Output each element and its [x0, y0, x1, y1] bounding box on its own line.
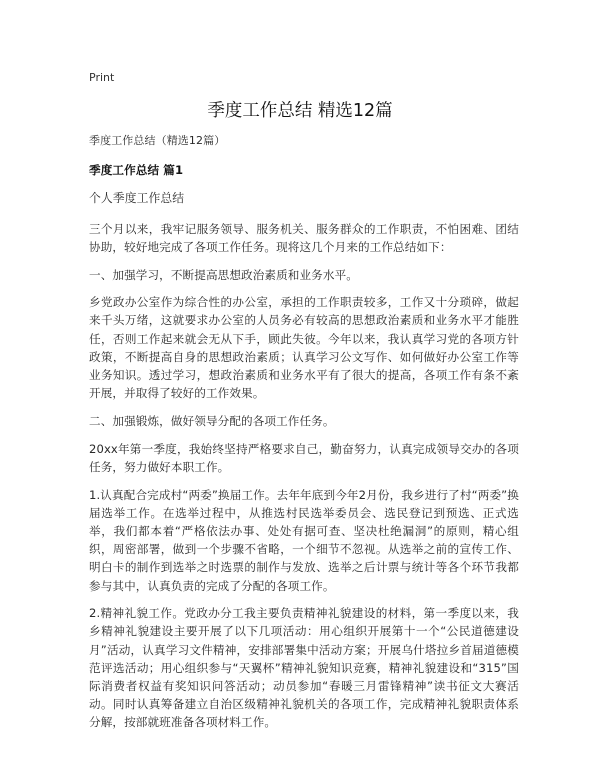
paragraph-intro: 三个月以来，我牢记服务领导、服务机关、服务群众的工作职责，不怕困难、团结协助，较好地完成了各项工作任务。现将这几个月来的工作总结如下：: [89, 221, 519, 254]
print-link[interactable]: Print: [89, 71, 115, 84]
document-body: [89, 132, 519, 741]
paragraph-first-quarter: 20xx年第一季度，我始终坚持严格要求自己，勤奋努力，认真完成领导交办的各项任务，努力做好本职工作。: [89, 441, 519, 474]
paragraph-study: 乡党政办公室作为综合性的办公室，承担的工作职责较多，工作又十分琐碎，做起来千头万绪，这就要求办公室的人员务必有较高的思想政治素质和业务水平才能胜任，否则工作起来就会无从下手，顾此失彼。今年以来，我认真学习党的各项方针政策，不断提高自身的思想政治素质；认真学习公文写作、如何做好办公室工作等业务知识。透过学习，想政治素质和业务水平有了很大的提高，各项工作有条不紊开展，并取得了较好的工作效果。: [89, 295, 519, 401]
document-subtitle: 季度工作总结（精选12篇）: [89, 134, 226, 147]
section-heading: 季度工作总结 篇1: [89, 163, 184, 178]
paragraph-civility: 2.精神礼貌工作。党政办分工我主要负责精神礼貌建设的材料，第一季度以来，我乡精神礼貌建设主要开展了以下几项活动：用心组织开展第十一个“公民道德建设月”活动，认真学习文件精神，安排部署集中活动方案；开展乌什塔拉乡首届道德模范评选活动；用心组织参与“天翼杯”精神礼貌知识竞赛，精神礼貌建设和“315”国际消费者权益有奖知识问答活动；动员参加“春暖三月雷锋精神”读书征文大赛活动。同时认真筹备建立自治区级精神礼貌机关的各项工作，完成精神礼貌职责体系分解，按部就班准备各项材料工作。: [89, 606, 519, 730]
lead-line: 个人季度工作总结: [89, 191, 185, 206]
paragraph-heading-1: 一、加强学习，不断提高思想政治素质和业务水平。: [89, 267, 358, 282]
paragraph-election: 1.认真配合完成村“两委”换届工作。去年年底到今年2月份，我乡进行了村“两委”换届选举工作。在选举过程中，从推选村民选举委员会、选民登记到预选、正式选举，我们都本着“严格依法办事、处处有据可查、坚决杜绝漏洞”的原则，精心组织，周密部署，做到一个步骤不省略，一个细节不忽视。从选举之前的宣传工作、明白卡的制作到选举之时选票的制作与发放、选举之后计票与统计等各个环节我都参与其中，认真负责的完成了分配的各项工作。: [89, 487, 519, 593]
paragraph-heading-2: 二、加强锻炼，做好领导分配的各项工作任务。: [89, 413, 335, 428]
page-title: 季度工作总结 精选12篇: [207, 101, 393, 121]
